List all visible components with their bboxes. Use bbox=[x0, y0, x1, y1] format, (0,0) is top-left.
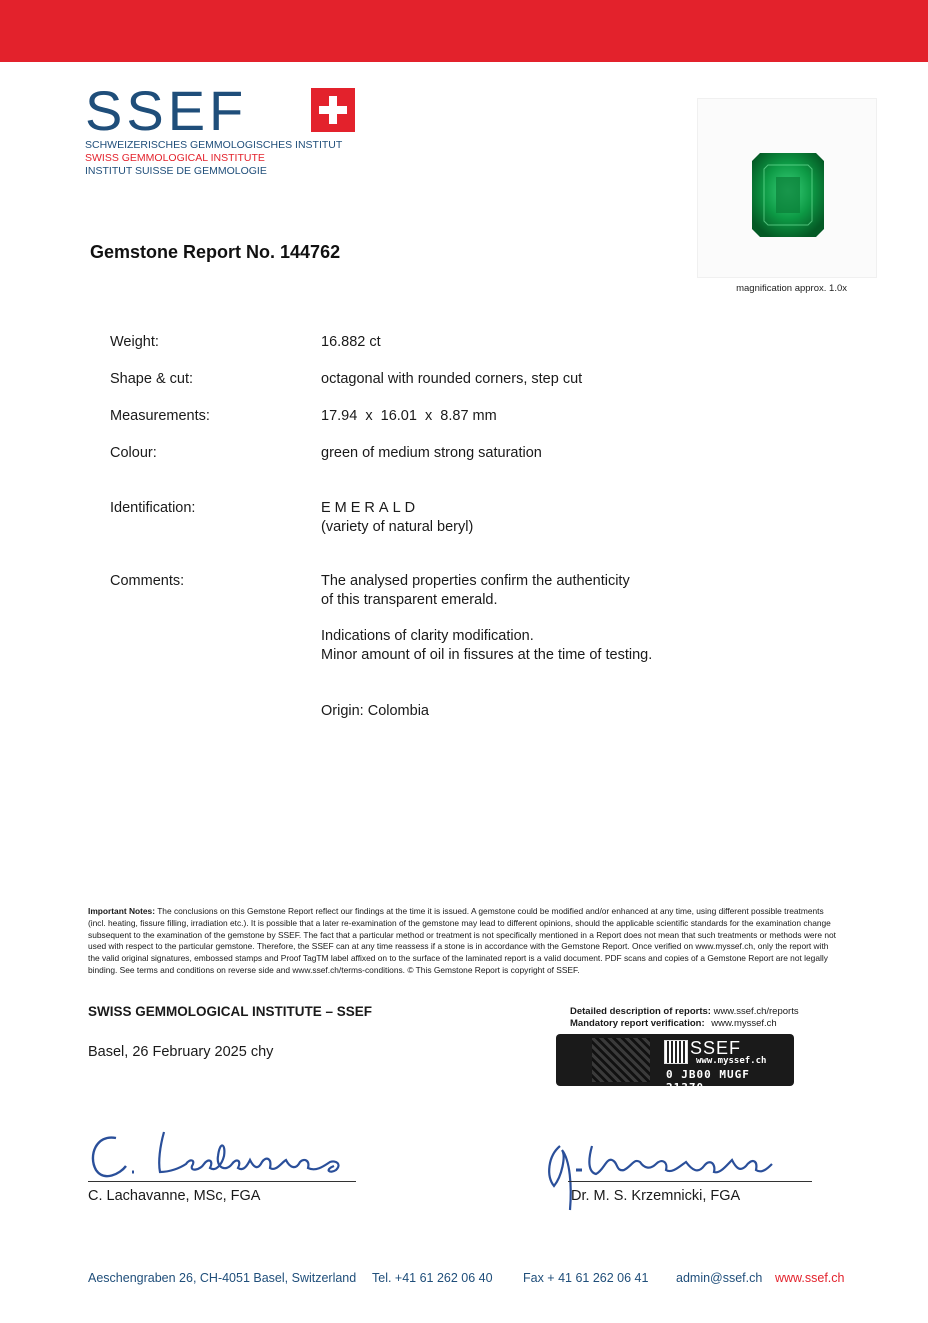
verify-label: Mandatory report verification: bbox=[570, 1018, 705, 1029]
footer-email[interactable]: admin@ssef.ch bbox=[676, 1271, 763, 1285]
tag-code: 0 JB00 MUGF 21370 bbox=[666, 1068, 750, 1094]
proof-tag-label bbox=[556, 1034, 794, 1094]
colour-label: Colour: bbox=[110, 445, 157, 461]
comments-label: Comments: bbox=[110, 573, 185, 589]
photo-caption: magnification approx. 1.0x bbox=[736, 283, 847, 294]
issuer-institute: SWISS GEMMOLOGICAL INSTITUTE – SSEF bbox=[88, 1004, 373, 1019]
datamatrix-code-icon bbox=[664, 1040, 688, 1064]
identification-sub: (variety of natural beryl) bbox=[321, 519, 474, 535]
report-verification bbox=[570, 1018, 777, 1030]
footer-fax: Fax + 41 61 262 06 41 bbox=[523, 1271, 649, 1285]
measurements-value: 17.94 x 16.01 x 8.87 mm bbox=[321, 408, 497, 424]
weight-label: Weight: bbox=[110, 334, 159, 350]
logo-line-german: SCHWEIZERISCHES GEMMOLOGISCHES INSTITUT bbox=[85, 139, 343, 151]
right-signature bbox=[540, 1136, 800, 1216]
signature-line-left bbox=[88, 1181, 356, 1182]
notes-text: The conclusions on this Gemstone Report reflect our findings at the time it is issued. A gemstone could be modified and/or enhanced at any time, using different possible treatments (incl. heating, fissure filling, irradiation etc.). It is possible that a later re-examination of the gemstone may lead to different opinions, should the applicable scientific standards for the examination change subsequent to the examination of the gemstone by SSEF. The fact that a particular method or treatment is not specifically mentioned in a Report does not mean that such treatments or methods were not used with respect to the particular gemstone. Therefore, the SSEF can at any time reassess if a stone is in accordance with the Gemstone Report. Once verified on www.myssef.ch, only the report with the valid original signatures, embossed stamps and Proof TagTM label affixed on to the surface of the laminated report is a valid document. PDF scans and copies of a Gemstone Report are not legally binding. See terms and conditions on reverse side and www.ssef.ch/terms-conditions. © This Gemstone Report is copyright of SSEF. bbox=[88, 906, 836, 975]
logo-line-english: SWISS GEMMOLOGICAL INSTITUTE bbox=[85, 152, 265, 164]
comment-1-line-1: The analysed properties confirm the authenticity bbox=[321, 573, 630, 589]
weight-value: 16.882 ct bbox=[321, 334, 381, 350]
identification-label: Identification: bbox=[110, 500, 196, 516]
desc-url[interactable]: www.ssef.ch/reports bbox=[713, 1006, 799, 1017]
shape-label: Shape & cut: bbox=[110, 371, 194, 387]
logo-wordmark: SSEF bbox=[85, 79, 248, 142]
footer-web[interactable]: www.ssef.ch bbox=[775, 1271, 845, 1285]
signature-line-right bbox=[568, 1181, 812, 1182]
tag-url: www.myssef.ch bbox=[696, 1056, 767, 1066]
left-signatory: C. Lachavanne, MSc, FGA bbox=[88, 1188, 261, 1204]
tag-brand: SSEF bbox=[690, 1038, 742, 1058]
important-notes bbox=[88, 906, 840, 977]
hologram-pattern bbox=[592, 1038, 650, 1082]
swiss-cross-icon bbox=[311, 88, 355, 132]
comment-2-line-2: Minor amount of oil in fissures at the time of testing. bbox=[321, 647, 653, 663]
logo-line-french: INSTITUT SUISSE DE GEMMOLOGIE bbox=[85, 165, 267, 177]
report-title: Gemstone Report No. 144762 bbox=[90, 242, 341, 262]
top-red-band bbox=[0, 0, 928, 62]
comment-1-line-2: of this transparent emerald. bbox=[321, 592, 498, 608]
gemstone-photo bbox=[697, 98, 877, 278]
verify-url[interactable]: www.myssef.ch bbox=[711, 1018, 777, 1029]
shape-value: octagonal with rounded corners, step cut bbox=[321, 371, 583, 387]
right-signatory: Dr. M. S. Krzemnicki, FGA bbox=[571, 1188, 741, 1204]
footer-address: Aeschengraben 26, CH-4051 Basel, Switzerland bbox=[88, 1271, 357, 1285]
desc-label: Detailed description of reports: bbox=[570, 1006, 711, 1017]
left-signature bbox=[86, 1126, 358, 1184]
notes-heading: Important Notes: bbox=[88, 906, 155, 916]
issue-date: Basel, 26 February 2025 chy bbox=[88, 1044, 274, 1060]
footer-tel: Tel. +41 61 262 06 40 bbox=[372, 1271, 493, 1285]
origin-value: Origin: Colombia bbox=[321, 703, 429, 719]
identification-value: EMERALD bbox=[321, 500, 420, 516]
colour-value: green of medium strong saturation bbox=[321, 445, 542, 461]
measurements-label: Measurements: bbox=[110, 408, 210, 424]
reports-description bbox=[570, 1006, 799, 1018]
ssef-logo bbox=[85, 79, 365, 182]
comment-2-line-1: Indications of clarity modification. bbox=[321, 628, 534, 644]
